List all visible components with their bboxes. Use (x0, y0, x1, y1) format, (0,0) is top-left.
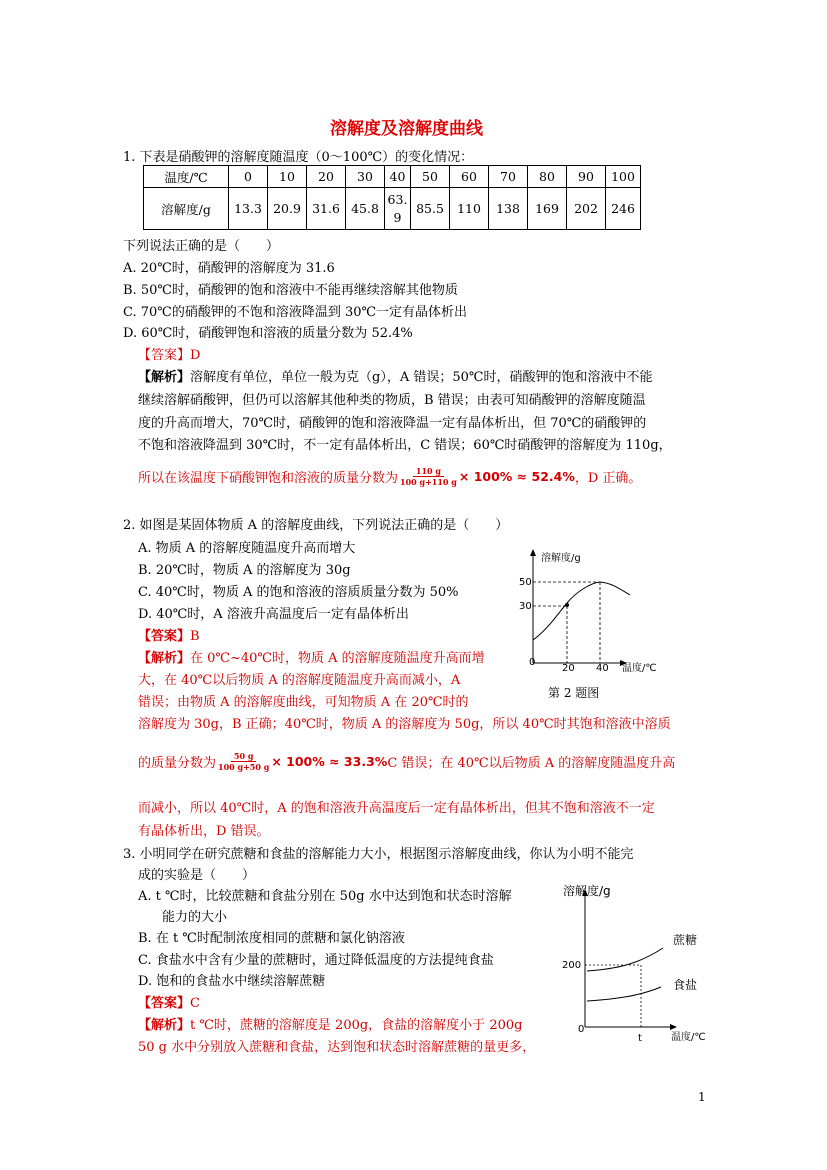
table-cell: 30 (346, 166, 385, 188)
q1-analysis-line: 继续溶解硝酸钾，但仍可以溶解其他种类的物质，B 错误；由表可知硝酸钾的溶解度随温 (138, 393, 646, 408)
analysis-text: 在 0℃~40℃时，物质 A 的溶解度随温度升高而增 (190, 651, 485, 666)
q2-solubility-figure (505, 545, 680, 700)
q1-option-a: A. 20℃时，硝酸钾的溶解度为 31.6 (123, 261, 335, 276)
y-axis-label: 溶解度/g (541, 553, 581, 564)
table-cell: 85.5 (411, 188, 450, 230)
q2-analysis-line: 大，在 40℃以后物质 A 的溶解度随温度升高而减小，A (138, 673, 461, 688)
formula-prefix: 的质量分数为 (138, 756, 217, 771)
analysis-label: 【解析】 (138, 651, 191, 666)
curve-point (565, 603, 569, 607)
x-axis-label: 温度/℃ (671, 1032, 706, 1043)
answer-value: D (190, 348, 201, 363)
q2-analysis-line: 错误；由物质 A 的溶解度曲线，可知物质 A 在 20℃时的 (138, 695, 469, 710)
q1-prompt: 下列说法正确的是（ ） (123, 239, 280, 254)
table-cell: 202 (567, 188, 606, 230)
table-cell: 138 (489, 188, 528, 230)
y-axis-label: 溶解度/g (563, 884, 611, 898)
q2-analysis-line (138, 647, 485, 666)
table-cell: 246 (606, 188, 641, 230)
analysis-label: 【解析】 (138, 1018, 191, 1033)
answer-label: 【答案】 (138, 348, 191, 363)
q2-analysis-end: 而减小，所以 40℃时，A 的饱和溶液升高温度后一定有晶体析出，但其不饱和溶液不一定 (138, 801, 655, 816)
fraction-numerator: 50 g (231, 751, 257, 762)
q1-option-c: C. 70℃的硝酸钾的不饱和溶液降温到 30℃一定有晶体析出 (123, 305, 468, 320)
table-cell: 70 (489, 166, 528, 188)
table-cell: 169 (528, 188, 567, 230)
x-tick-label: t (638, 1033, 642, 1044)
cell-line: 9 (393, 209, 402, 225)
table-cell: 13.3 (229, 188, 268, 230)
q1-stem: 1. 下表是硝酸钾的溶解度随温度（0～100℃）的变化情况： (123, 150, 474, 165)
formula-prefix: 所以在该温度下硝酸钾饱和溶液的质量分数为 (138, 471, 399, 486)
fraction-numerator: 110 g (413, 466, 444, 477)
table-cell: 90 (567, 166, 606, 188)
q3-option-a: A. t ℃时，比较蔗糖和食盐分别在 50g 水中达到饱和状态时溶解 (138, 889, 512, 904)
table-header-temp: 温度/℃ (144, 166, 229, 188)
table-cell: 110 (450, 188, 489, 230)
formula-tail: × 100% ≈ 52.4% (458, 469, 575, 484)
table-cell: 20 (307, 166, 346, 188)
y-tick-label: 200 (562, 960, 582, 971)
x-tick-label: 20 (562, 663, 575, 674)
q2-formula-line (138, 751, 675, 772)
table-cell: 45.8 (346, 188, 385, 230)
table-cell: 31.6 (307, 188, 346, 230)
fraction-denominator: 100 g+110 g (400, 477, 457, 487)
q1-analysis-line: 不饱和溶液降温到 30℃时，不一定有晶体析出，C 错误；60℃时硝酸钾的溶解度为 110g， (138, 438, 672, 453)
q3-analysis-line: 50 g 水中分别放入蔗糖和食盐，达到饱和状态时溶解蔗糖的量更多， (138, 1040, 536, 1055)
formula-suffix: C 错误；在 40℃以后物质 A 的溶解度随温度升高 (387, 756, 676, 771)
q3-analysis-line (138, 1014, 522, 1033)
cell-line: 63. (387, 191, 408, 207)
formula-tail: × 100% ≈ 33.3% (271, 754, 388, 769)
salt-curve (587, 987, 661, 1001)
sucrose-curve (587, 948, 663, 971)
solubility-curve (533, 582, 630, 640)
q2-option-b: B. 20℃时，物质 A 的溶解度为 30g (138, 563, 351, 578)
q3-answer (138, 992, 200, 1011)
q3-option-c: C. 食盐水中含有少量的蔗糖时，通过降低温度的方法提纯食盐 (138, 953, 494, 968)
q3-option-d: D. 饱和的食盐水中继续溶解蔗糖 (138, 974, 326, 989)
y-axis-arrow-icon (530, 549, 536, 556)
series-label-salt: 食盐 (673, 978, 698, 992)
analysis-label: 【解析】 (138, 370, 191, 385)
y-tick-label: 30 (519, 601, 532, 612)
formula-suffix: ，D 正确。 (574, 471, 642, 486)
q1-analysis-line: 度的升高而增大，70℃时，硝酸钾的饱和溶液降温一定有晶体析出，但 70℃的硝酸钾的 (138, 416, 647, 431)
series-label-sucrose: 蔗糖 (673, 933, 698, 947)
answer-label: 【答案】 (138, 996, 191, 1011)
q1-option-b: B. 50℃时，硝酸钾的饱和溶液中不能再继续溶解其他物质 (123, 283, 458, 298)
fraction-denominator: 100 g+50 g (218, 762, 270, 772)
table-cell: 40 (385, 166, 411, 188)
x-tick-label: 40 (596, 663, 609, 674)
page-number: 1 (698, 1090, 706, 1104)
analysis-text: 溶解度有单位，单位一般为克（g），A 错误；50℃时，硝酸钾的饱和溶液中不能 (190, 370, 653, 385)
page-title: 溶解度及溶解度曲线 (330, 119, 483, 139)
table-header-solubility: 溶解度/g (144, 188, 229, 230)
q2-option-a: A. 物质 A 的溶解度随温度升高而增大 (138, 541, 356, 556)
q2-stem: 2. 如图是某固体物质 A 的溶解度曲线，下列说法正确的是（ ） (123, 518, 509, 533)
q1-option-d: D. 60℃时，硝酸钾饱和溶液的质量分数为 52.4% (123, 326, 413, 341)
x-axis-arrow-icon (670, 1024, 677, 1030)
formula-fraction (218, 751, 269, 772)
answer-label: 【答案】 (138, 629, 191, 644)
q3-option-b: B. 在 t ℃时配制浓度相同的蔗糖和氯化钠溶液 (138, 931, 405, 946)
q2-option-d: D. 40℃时，A 溶液升高温度后一定有晶体析出 (138, 607, 409, 622)
answer-value: C (190, 996, 200, 1011)
analysis-text: t ℃时，蔗糖的溶解度是 200g，食盐的溶解度小于 200g (190, 1018, 523, 1033)
q2-analysis-line: 溶解度为 30g，B 正确；40℃时，物质 A 的溶解度为 50g，所以 40℃时其饱和溶液中溶质 (138, 717, 671, 732)
q1-formula-line (138, 466, 641, 487)
table-cell: 20.9 (268, 188, 307, 230)
q1-analysis-line (138, 366, 652, 385)
solubility-table (143, 165, 641, 230)
table-cell: 60 (450, 166, 489, 188)
table-cell: 0 (229, 166, 268, 188)
x-origin-label: 0 (578, 1024, 585, 1035)
table-cell (385, 188, 411, 230)
table-cell: 100 (606, 166, 641, 188)
q3-stem-cont: 成的实验是（ ） (138, 868, 256, 883)
x-tick-label: 0 (529, 657, 536, 668)
q3-solubility-figure (555, 875, 715, 1050)
answer-value: B (190, 629, 200, 644)
q1-answer (138, 344, 200, 363)
figure-caption: 第 2 题图 (548, 686, 600, 700)
q3-option-a-cont: 能力的大小 (162, 910, 228, 925)
x-axis-label: 温度/℃ (622, 663, 657, 674)
table-cell: 10 (268, 166, 307, 188)
q2-analysis-end: 有晶体析出，D 错误。 (138, 824, 270, 839)
q2-option-c: C. 40℃时，物质 A 的饱和溶液的溶质质量分数为 50% (138, 585, 459, 600)
table-cell: 80 (528, 166, 567, 188)
q2-answer (138, 625, 200, 644)
y-tick-label: 50 (519, 577, 532, 588)
table-cell: 50 (411, 166, 450, 188)
q3-stem: 3. 小明同学在研究蔗糖和食盐的溶解能力大小，根据图示溶解度曲线，你认为小明不能完 (123, 847, 634, 862)
formula-fraction (400, 466, 457, 487)
